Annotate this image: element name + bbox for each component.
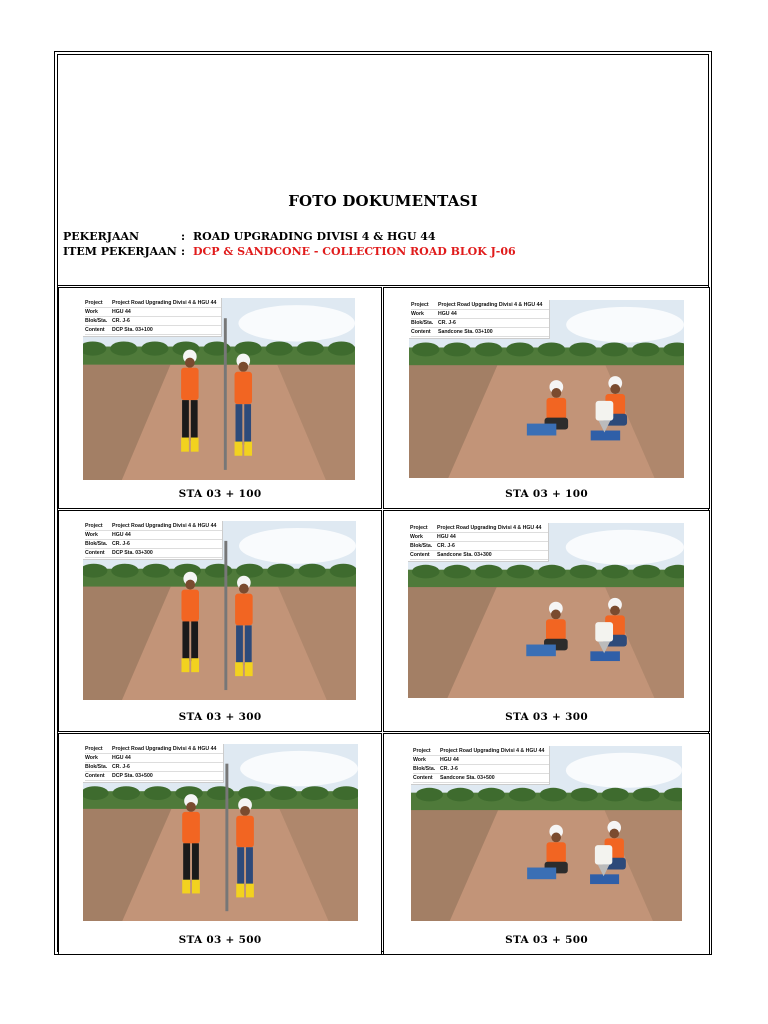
stamp-row-work bbox=[85, 754, 223, 763]
info-colon: : bbox=[181, 245, 186, 258]
stamp-key: Project bbox=[85, 523, 103, 529]
stamp-key: Project bbox=[85, 746, 103, 752]
stamp-value: HGU 44 bbox=[112, 309, 131, 315]
stamp-key: Project bbox=[413, 748, 431, 754]
stamp-key: Work bbox=[413, 757, 426, 763]
photo-info-stamp bbox=[83, 744, 224, 783]
stamp-key: Content bbox=[410, 552, 430, 558]
stamp-value: CR. J-6 bbox=[112, 541, 130, 547]
stamp-value: CR. J-6 bbox=[440, 766, 458, 772]
stamp-value: Sandcone Sta. 03+300 bbox=[437, 552, 492, 558]
stamp-value: CR. J-6 bbox=[438, 320, 456, 326]
stamp-value: Project Road Upgrading Divisi 4 & HGU 44 bbox=[112, 523, 217, 529]
document-frame bbox=[54, 51, 712, 955]
photo-caption: STA 03 + 100 bbox=[505, 488, 588, 500]
photo-info-stamp bbox=[83, 298, 222, 337]
stamp-key: Project bbox=[410, 525, 428, 531]
site-photo bbox=[83, 521, 356, 700]
stamp-value: HGU 44 bbox=[112, 532, 131, 538]
stamp-row-project bbox=[85, 299, 221, 308]
page-title: FOTO DOKUMENTASI bbox=[288, 192, 478, 210]
photo-caption: STA 03 + 300 bbox=[178, 711, 262, 723]
stamp-value: Project Road Upgrading Divisi 4 & HGU 44 bbox=[440, 748, 545, 754]
stamp-key: Blok/Sta. bbox=[411, 320, 434, 326]
info-row-pekerjaan bbox=[63, 230, 436, 243]
photo-cell bbox=[58, 733, 382, 955]
stamp-value: Project Road Upgrading Divisi 4 & HGU 44 bbox=[438, 302, 543, 308]
stamp-row-content bbox=[410, 551, 548, 560]
stamp-key: Work bbox=[410, 534, 423, 540]
stamp-key: Work bbox=[85, 532, 98, 538]
stamp-row-project bbox=[85, 745, 223, 754]
stamp-key: Blok/Sta. bbox=[85, 764, 108, 770]
photo-cell bbox=[383, 510, 710, 732]
photo-info-stamp bbox=[408, 523, 549, 562]
stamp-row-blok bbox=[411, 319, 549, 328]
stamp-value: CR. J-6 bbox=[112, 318, 130, 324]
stamp-row-work bbox=[411, 310, 549, 319]
stamp-row-blok bbox=[413, 765, 549, 774]
info-label: PEKERJAAN bbox=[63, 230, 140, 243]
stamp-key: Work bbox=[85, 309, 98, 315]
site-photo bbox=[409, 300, 684, 478]
stamp-key: Project bbox=[85, 300, 103, 306]
photo-cell bbox=[58, 510, 382, 732]
stamp-key: Content bbox=[85, 550, 105, 556]
stamp-value: Sandcone Sta. 03+500 bbox=[440, 775, 495, 781]
photo-caption: STA 03 + 500 bbox=[505, 934, 588, 946]
stamp-value: HGU 44 bbox=[437, 534, 456, 540]
stamp-row-project bbox=[411, 301, 549, 310]
info-value: DCP & SANDCONE - COLLECTION ROAD BLOK J-06 bbox=[193, 245, 516, 258]
photo-cell bbox=[58, 287, 382, 509]
stamp-value: HGU 44 bbox=[438, 311, 457, 317]
stamp-key: Blok/Sta. bbox=[410, 543, 433, 549]
stamp-value: HGU 44 bbox=[112, 755, 131, 761]
stamp-value: DCP Sta. 03+100 bbox=[112, 327, 153, 333]
stamp-row-content bbox=[85, 772, 223, 781]
stamp-value: Project Road Upgrading Divisi 4 & HGU 44 bbox=[112, 300, 217, 306]
photo-caption: STA 03 + 100 bbox=[178, 488, 262, 500]
photo-caption: STA 03 + 500 bbox=[178, 934, 262, 946]
document-inner-frame bbox=[57, 54, 709, 952]
stamp-value: Project Road Upgrading Divisi 4 & HGU 44 bbox=[112, 746, 217, 752]
stamp-row-work bbox=[413, 756, 549, 765]
stamp-value: Sandcone Sta. 03+100 bbox=[438, 329, 493, 335]
photo-cell bbox=[383, 733, 710, 955]
stamp-value: DCP Sta. 03+300 bbox=[112, 550, 153, 556]
info-row-item-pekerjaan bbox=[63, 245, 516, 258]
stamp-row-work bbox=[410, 533, 548, 542]
photo-info-stamp bbox=[409, 300, 550, 339]
stamp-key: Blok/Sta. bbox=[413, 766, 436, 772]
stamp-value: Project Road Upgrading Divisi 4 & HGU 44 bbox=[437, 525, 542, 531]
photo-cell bbox=[383, 287, 710, 509]
stamp-row-project bbox=[85, 522, 222, 531]
header-section bbox=[58, 55, 708, 286]
photo-caption: STA 03 + 300 bbox=[505, 711, 588, 723]
stamp-key: Content bbox=[411, 329, 431, 335]
stamp-row-content bbox=[413, 774, 549, 783]
stamp-row-blok bbox=[85, 763, 223, 772]
stamp-row-work bbox=[85, 308, 221, 317]
stamp-key: Work bbox=[85, 755, 98, 761]
stamp-row-content bbox=[85, 549, 222, 558]
stamp-key: Content bbox=[85, 773, 105, 779]
info-colon: : bbox=[181, 230, 186, 243]
photo-info-stamp bbox=[83, 521, 223, 560]
photo-info-stamp bbox=[411, 746, 550, 785]
stamp-key: Work bbox=[411, 311, 424, 317]
stamp-row-content bbox=[411, 328, 549, 337]
info-value: ROAD UPGRADING DIVISI 4 & HGU 44 bbox=[193, 230, 436, 243]
stamp-row-project bbox=[413, 747, 549, 756]
site-photo bbox=[83, 744, 358, 921]
stamp-key: Blok/Sta. bbox=[85, 318, 108, 324]
stamp-key: Content bbox=[413, 775, 433, 781]
info-label: ITEM PEKERJAAN bbox=[63, 245, 177, 258]
stamp-row-blok bbox=[410, 542, 548, 551]
stamp-key: Blok/Sta. bbox=[85, 541, 108, 547]
stamp-value: CR. J-6 bbox=[112, 764, 130, 770]
stamp-row-blok bbox=[85, 317, 221, 326]
stamp-value: DCP Sta. 03+500 bbox=[112, 773, 153, 779]
site-photo bbox=[411, 746, 682, 921]
stamp-row-work bbox=[85, 531, 222, 540]
site-photo bbox=[408, 523, 684, 698]
stamp-row-blok bbox=[85, 540, 222, 549]
stamp-row-project bbox=[410, 524, 548, 533]
stamp-key: Project bbox=[411, 302, 429, 308]
stamp-key: Content bbox=[85, 327, 105, 333]
stamp-row-content bbox=[85, 326, 221, 335]
site-photo bbox=[83, 298, 355, 480]
stamp-value: HGU 44 bbox=[440, 757, 459, 763]
stamp-value: CR. J-6 bbox=[437, 543, 455, 549]
